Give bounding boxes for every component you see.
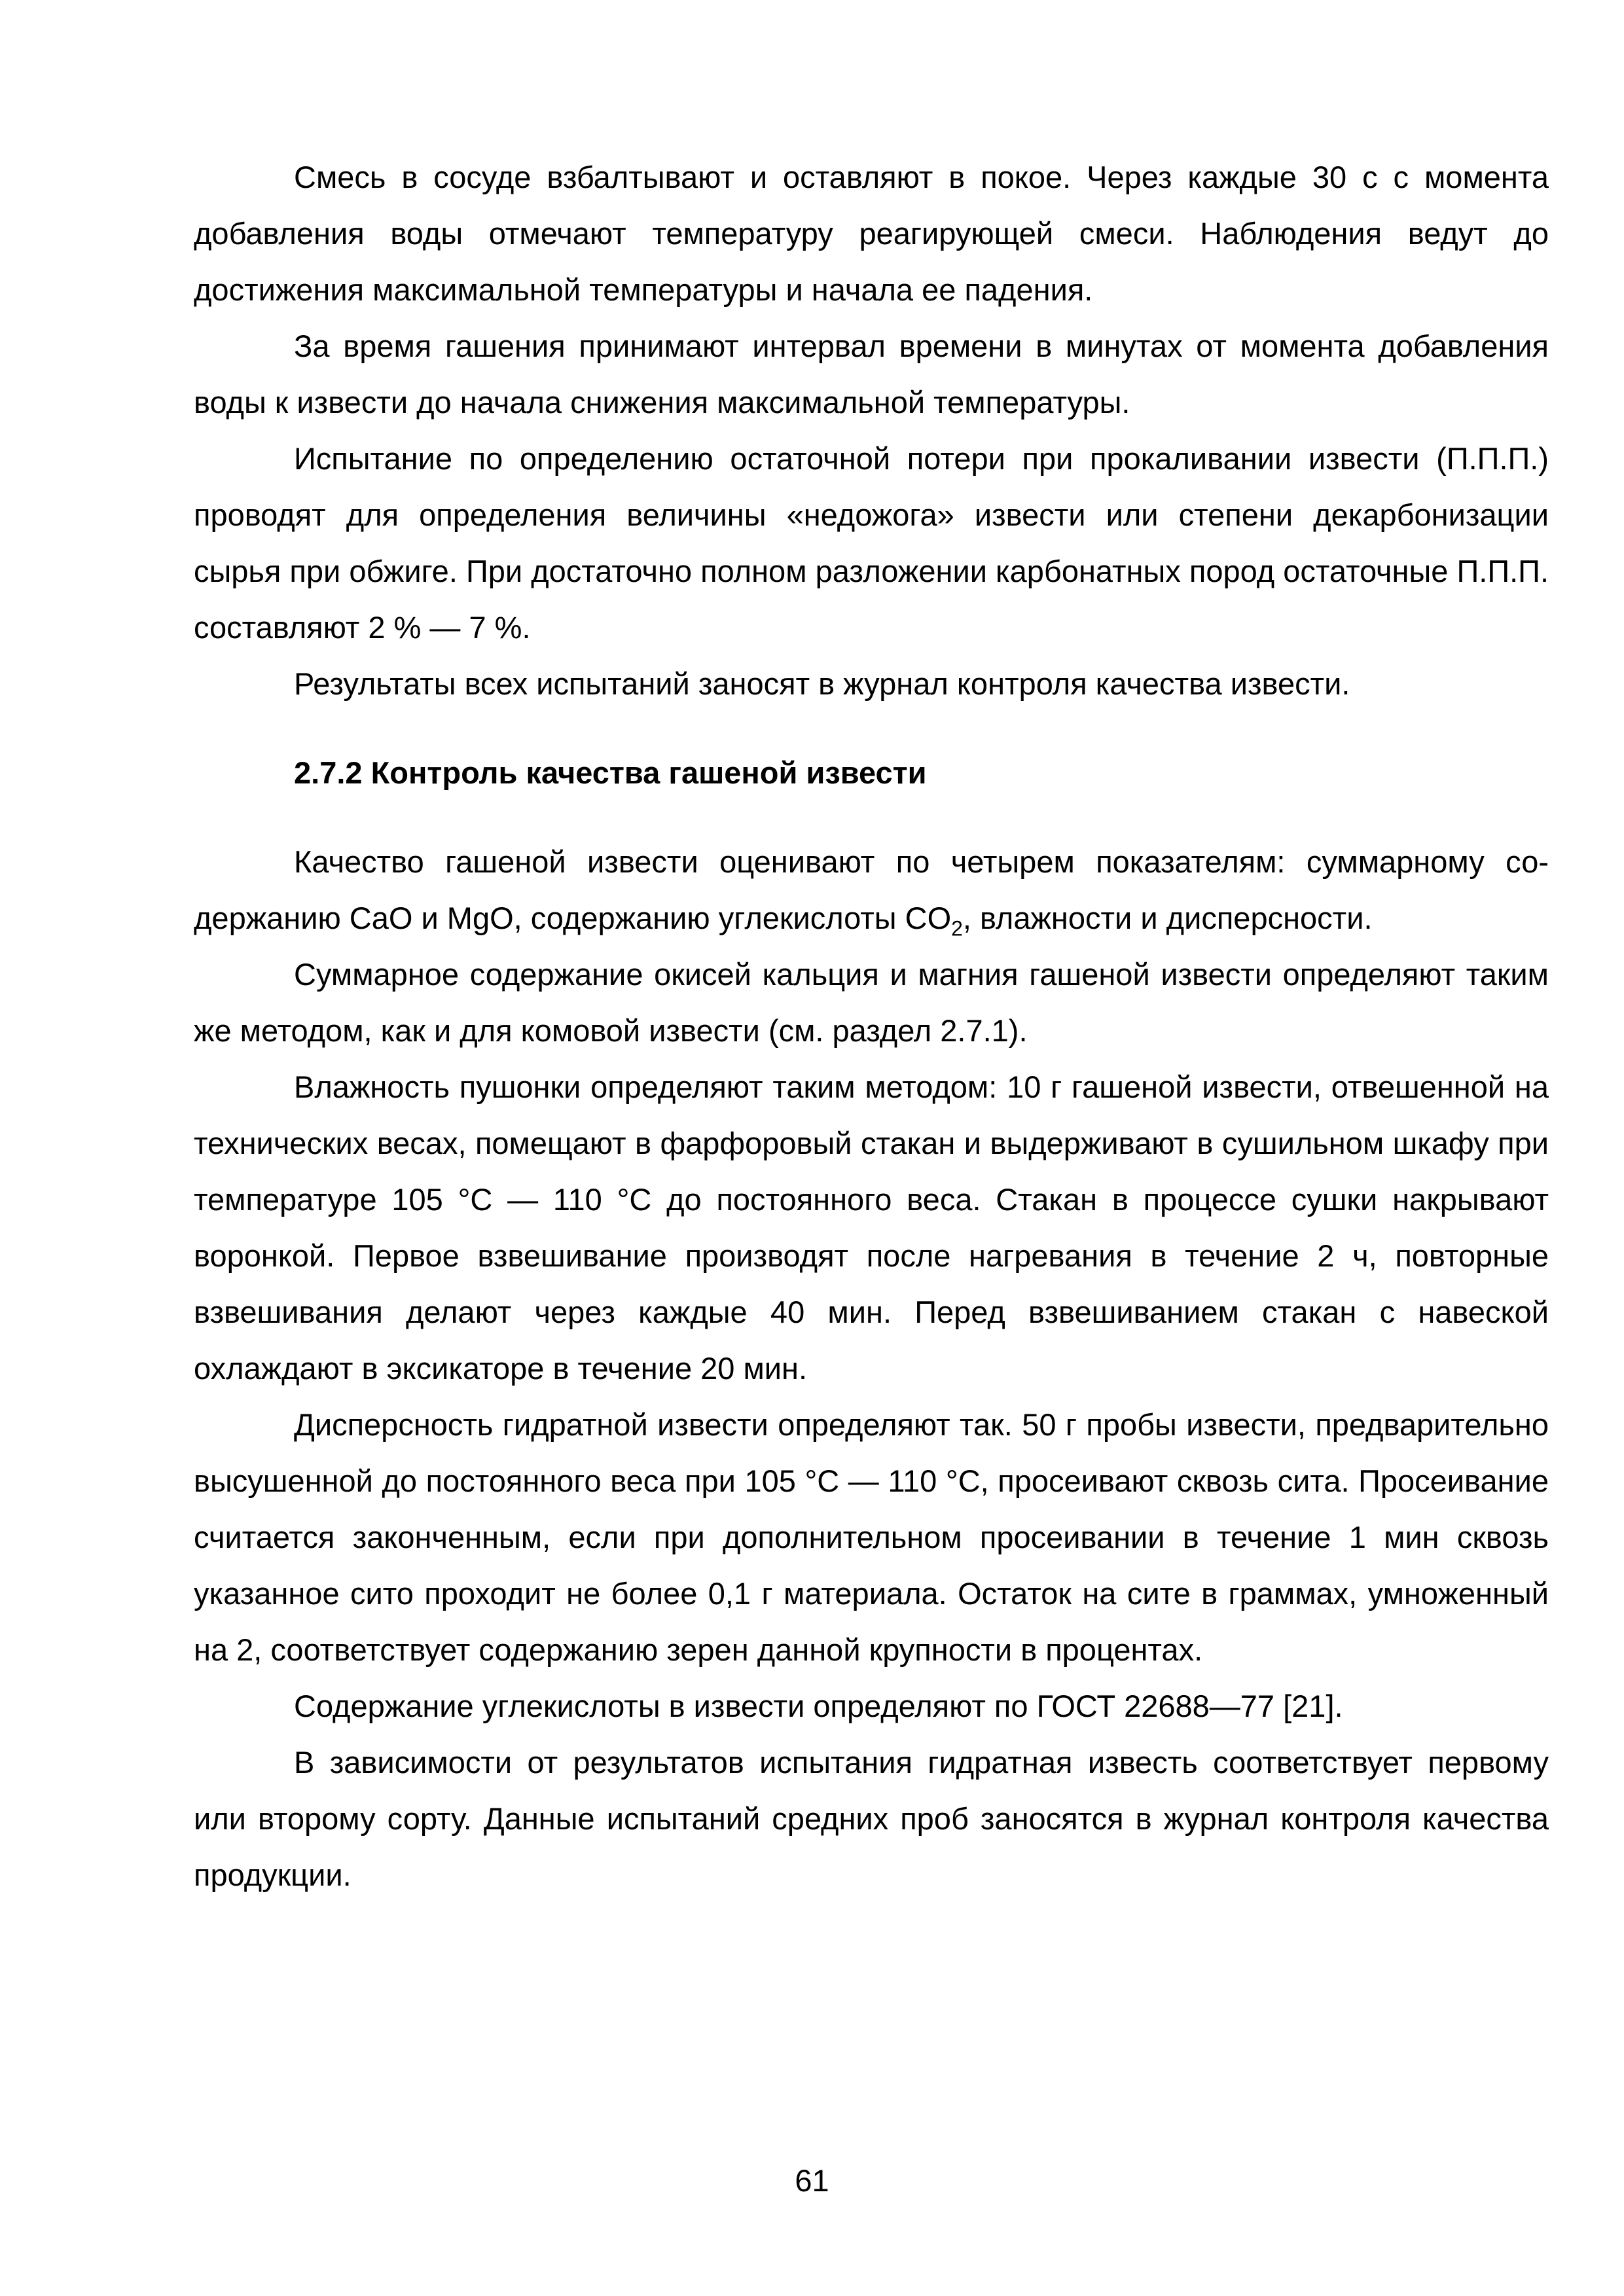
paragraph-slaking-time: За время гашения принимают интервал времени в минутах от момента добавления воды к извести до начала снижения максимальной температуры. <box>194 329 1549 420</box>
paragraph-mixture-observation: Смесь в сосуде взбалтывают и оставляют в покое. Через каждые 30 с с момента добавления воды отмечают температуру реагирующей смеси. Наблюдения ведут до достижения максимальной температуры и начала ее падения. <box>194 160 1549 307</box>
paragraph-quality-indicators <box>194 834 1549 946</box>
section-heading: 2.7.2 Контроль качества гашеной извести <box>294 755 927 790</box>
co2-subscript: 2 <box>951 916 963 941</box>
page-number: 61 <box>795 2163 829 2198</box>
paragraph-dispersity: Дисперсность гидратной извести определяют так. 50 г пробы извести, предварительно высушенной до постоянного веса при 105 °С — 110 °С, просеивают сквозь сита. Просеивание считается законченным, если при дополнительном просеивании в течение 1 мин сквозь указанное сито проходит не более 0,1 г материала. Остаток на сите в граммах, умноженный на 2, соответствует содержанию зерен данной крупности в процентах. <box>194 1407 1549 1667</box>
paragraph-grade: В зависимости от результатов испытания гидратная известь соответствует первому или второму сорту. Данные испытаний средних проб заносятся в журнал контроля качества продукции. <box>194 1745 1549 1892</box>
quality-text-before-sub: Качество гашеной извести оценивают по четырем показателям: суммарному содержанию CaO и MgO, содержанию углекислоты CO <box>194 844 1549 935</box>
paragraph-carbonic-acid: Содержание углекислоты в извести определяют по ГОСТ 22688—77 [21]. <box>294 1689 1343 1723</box>
paragraph-moisture: Влажность пушонки определяют таким методом: 10 г гашеной извести, отвешенной на технических весах, помещают в фарфоровый стакан и выдерживают в сушильном шкафу при температуре 105 °С — 110 °С до постоянного веса. Стакан в процессе сушки накрывают воронкой. Первое взвешивание производят после нагревания в течение 2 ч, повторные взвешивания делают через каждые 40 мин. Перед взвешиванием стакан с навеской охлаждают в эксикаторе в течение 20 мин. <box>194 1069 1549 1386</box>
paragraph-residual-loss-test: Испытание по определению остаточной потери при прокаливании извести (П.П.П.) проводят для определения величины «недожога» извести или степени декарбонизации сырья при обжиге. При достаточно полном разложении карбонатных пород остаточные П.П.П. составляют 2 % — 7 %. <box>194 441 1549 645</box>
paragraph-oxide-content: Суммарное содержание окисей кальция и магния гашеной извести определяют таким же методом, как и для комовой извести (см. раздел 2.7.1). <box>194 957 1549 1048</box>
document-page <box>194 149 1549 1903</box>
quality-text-after-sub: , влажности и дисперсности. <box>962 901 1373 935</box>
paragraph-results-journal: Результаты всех испытаний заносят в журнал контроля качества извести. <box>294 666 1350 701</box>
